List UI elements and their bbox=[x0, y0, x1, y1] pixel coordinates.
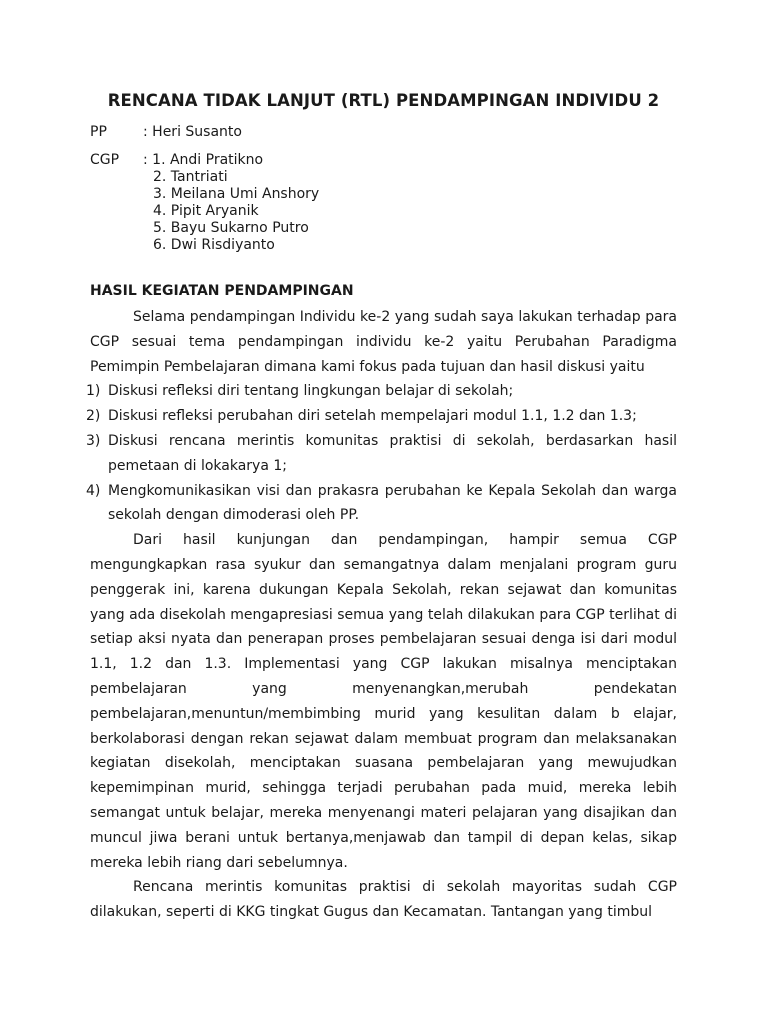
cgp-first-member: : 1. Andi Pratikno bbox=[143, 152, 264, 168]
list-number: 3) bbox=[86, 432, 101, 449]
list-item bbox=[86, 479, 677, 529]
list-number: 2) bbox=[86, 408, 101, 425]
list-item bbox=[86, 404, 677, 429]
list-text: Mengkomunikasikan visi dan prakasra perubahan ke Kepala Sekolah dan warga sekolah dengan dimoderasi oleh PP. bbox=[108, 482, 677, 524]
document-title: RENCANA TIDAK LANJUT (RTL) PENDAMPINGAN INDIVIDU 2 bbox=[107, 91, 660, 110]
cgp-member: 6. Dwi Risdiyanto bbox=[153, 236, 275, 253]
cgp-member: 3. Meilana Umi Anshory bbox=[153, 185, 320, 202]
body-paragraph: Rencana merintis komunitas praktisi di sekolah mayoritas sudah CGP dilakukan, seperti di KKG tingkat Gugus dan Kecamatan. Tantangan yang timbul bbox=[90, 879, 677, 921]
list-item bbox=[86, 429, 677, 479]
discussion-list bbox=[86, 379, 677, 528]
body-paragraph: Dari hasil kunjungan dan pendampingan, hampir semua CGP mengungkapkan rasa syukur dan semangatnya dalam menjalani program guru penggerak ini, karena dukungan Kepala Sekolah, rekan sejawat dan komunitas yang ada disekolah mengapresiasi semua yang telah dilakukan para CGP terlihat di setiap aksi nyata dan penerapan proses pembelajaran sesuai denga isi dari modul 1.1, 1.2 dan 1.3. Implementasi yang CGP lakukan misalnya menciptakan pembelajaran yang menyenangkan,merubah pendekatan pembelajaran,menuntun/membimbing murid yang kesulitan dalam b elajar, berkolaborasi dengan rekan sejawat dalam membuat program dan melaksanakan kegiatan disekolah, menciptakan suasana pembelajaran yang mewujudkan kepemimpinan murid, sehingga terjadi perubahan pada muid, mereka lebih semangat untuk belajar, mereka menyenangi materi pelajaran yang disajikan dan muncul jiwa berani untuk bertanya,menjawab dan tampil di depan kelas, sikap mereka lebih riang dari sebelumnya. bbox=[90, 532, 677, 871]
pp-label: PP bbox=[90, 124, 107, 140]
list-number: 1) bbox=[86, 383, 101, 400]
cgp-member: 4. Pipit Aryanik bbox=[153, 202, 259, 219]
cgp-member: 2. Tantriati bbox=[153, 169, 228, 185]
pp-value: : Heri Susanto bbox=[143, 124, 242, 140]
list-text: Diskusi refleksi diri tentang lingkungan belajar di sekolah; bbox=[108, 383, 514, 400]
cgp-member: 5. Bayu Sukarno Putro bbox=[153, 219, 309, 236]
section-heading: HASIL KEGIATAN PENDAMPINGAN bbox=[90, 283, 354, 299]
intro-paragraph: Selama pendampingan Individu ke-2 yang sudah saya lakukan terhadap para CGP sesuai tema pendampingan individu ke-2 yaitu Perubahan Paradigma Pemimpin Pembelajaran dimana kami fokus pada tujuan dan hasil diskusi yaitu bbox=[90, 309, 677, 375]
document-body bbox=[86, 305, 677, 925]
list-item bbox=[86, 379, 677, 404]
list-text: Diskusi rencana merintis komunitas praktisi di sekolah, berdasarkan hasil pemetaan di lokakarya 1; bbox=[108, 432, 677, 474]
cgp-member-list bbox=[153, 169, 319, 253]
list-number: 4) bbox=[86, 482, 101, 499]
list-text: Diskusi refleksi perubahan diri setelah mempelajari modul 1.1, 1.2 dan 1.3; bbox=[108, 408, 637, 425]
cgp-label: CGP bbox=[90, 152, 120, 168]
